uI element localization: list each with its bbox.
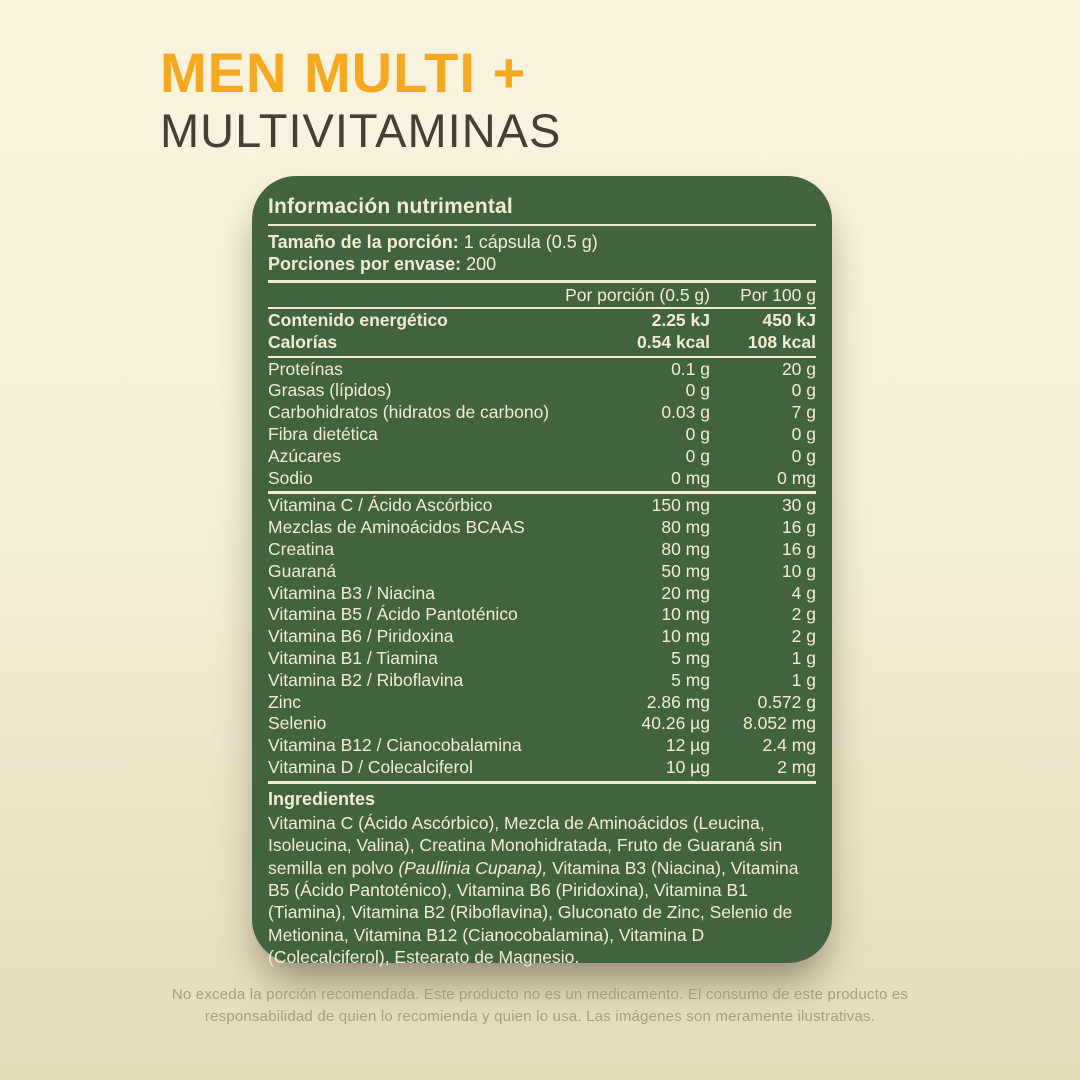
table-row [268,402,816,424]
nutrient-per-portion: 0 g [685,380,710,401]
nutrient-per-100g: 2 g [791,604,816,625]
nutrient-per-100g: 2 mg [777,756,816,777]
energy-section [268,309,816,356]
nutrient-per-portion: 0 g [685,445,710,466]
nutrient-name: Vitamina B6 / Piridoxina [268,626,454,647]
nutrient-name: Creatina [268,538,335,559]
serving-size-row [268,231,816,253]
table-row [268,561,816,583]
nutrient-name: Proteínas [268,358,343,379]
nutrient-per-100g: 0 g [791,380,816,401]
nutrient-per-100g: 0 mg [777,467,816,488]
nutrient-name: Calorías [268,331,338,352]
serving-size-label: Tamaño de la porción: [268,232,459,252]
nutrient-per-portion: 50 mg [661,560,710,581]
nutrient-per-portion: 0.03 g [661,402,710,423]
table-row [268,583,816,605]
nutrient-name: Selenio [268,713,327,734]
table-row [268,495,816,517]
nutrient-name: Vitamina B5 / Ácido Pantoténico [268,604,518,625]
servings-value: 200 [461,254,497,274]
nutrient-name: Fibra dietética [268,423,378,444]
nutrient-per-portion: 80 mg [661,538,710,559]
table-row [268,517,816,539]
ingredients-latin-name: (Paullinia Cupana), [398,857,548,878]
page-subtitle: MULTIVITAMINAS [160,104,562,157]
table-row [268,359,816,381]
nutrient-per-100g: 30 g [781,495,816,516]
nutrient-per-100g: 4 g [791,582,816,603]
table-row [268,539,816,561]
column-header-row [268,283,816,307]
table-row [268,670,816,692]
table-row [268,626,816,648]
nutrient-name: Sodio [268,467,313,488]
table-row [268,648,816,670]
table-row [268,692,816,714]
nutrient-per-100g: 16 g [781,517,816,538]
nutrient-name: Contenido energético [268,310,448,330]
table-row [268,310,816,332]
micronutrients-section [268,494,816,780]
nutrient-per-portion: 0 mg [671,467,710,488]
nutrient-per-portion: 2.25 kJ [651,310,710,330]
nutrient-name: Vitamina B2 / Riboflavina [268,669,464,690]
ingredients-text [268,812,816,969]
nutrient-per-portion: 150 mg [651,495,710,516]
nutrient-per-portion: 20 mg [661,582,710,603]
nutrition-facts-panel [252,176,832,968]
nutrient-per-portion: 40.26 µg [641,713,710,734]
nutrient-per-portion: 10 µg [665,756,710,777]
nutrient-per-100g: 2 g [791,626,816,647]
nutrient-name: Carbohidratos (hidratos de carbono) [268,402,550,423]
nutrient-per-portion: 5 mg [671,669,710,690]
table-row [268,332,816,354]
serving-size-value: 1 cápsula (0.5 g) [458,232,598,252]
nutrient-name: Vitamina D / Colecalciferol [268,756,473,777]
nutrient-per-100g: 8.052 mg [743,713,816,734]
page-title: MEN MULTI + [160,41,527,104]
nutrient-name: Vitamina B3 / Niacina [268,582,435,603]
nutrient-per-portion: 10 mg [661,604,710,625]
nutrient-per-portion: 0.1 g [671,358,710,379]
serving-info [268,231,816,275]
column-header-100g: Por 100 g [740,285,816,305]
nutrient-name: Vitamina C / Ácido Ascórbico [268,495,493,516]
nutrient-per-100g: 450 kJ [762,310,816,330]
nutrient-per-100g: 1 g [791,647,816,668]
nutrient-per-portion: 10 mg [661,626,710,647]
table-row [268,468,816,490]
disclaimer-text: No exceda la porción recomendada. Este producto no es un medicamento. El consumo de este producto es responsabilidad de quien lo recomienda y quien lo usa. Las imágenes son meramente ilustrativas. [171,986,909,1025]
macronutrients-section [268,358,816,492]
ingredients-part1: Vitamina C (Ácido Ascórbico), Mezcla de Aminoácidos (Leucina, Isoleucina, Valina), Creatina Monohidratada, Fruto de Guaraná sin semilla en polvo [268,812,783,878]
nutrient-per-100g: 10 g [781,560,816,581]
nutrient-per-portion: 0.54 kcal [637,331,710,352]
servings-label: Porciones por envase: [268,254,462,274]
nutrient-per-100g: 0.572 g [757,691,816,712]
nutrient-name: Azúcares [268,445,341,466]
nutrient-per-100g: 20 g [781,358,816,379]
divider [268,781,816,784]
table-row [268,757,816,779]
nutrient-per-100g: 108 kcal [747,331,816,352]
nutrient-per-portion: 0 g [685,423,710,444]
nutrient-name: Mezclas de Aminoácidos BCAAS [268,517,525,538]
nutrition-panel-title: Información nutrimental [268,195,513,218]
nutrient-per-portion: 80 mg [661,517,710,538]
nutrient-name: Guaraná [268,560,337,581]
column-header-portion: Por porción (0.5 g) [565,285,710,305]
nutrient-per-portion: 5 mg [671,647,710,668]
servings-per-container-row [268,253,816,275]
nutrient-per-100g: 0 g [791,423,816,444]
nutrient-per-100g: 1 g [791,669,816,690]
table-row [268,380,816,402]
nutrient-per-portion: 2.86 mg [646,691,710,712]
nutrient-per-100g: 2.4 mg [762,735,816,756]
nutrient-name: Vitamina B12 / Cianocobalamina [268,735,522,756]
ingredients-part2: Vitamina B3 (Niacina), Vitamina B5 (Ácido Pantoténico), Vitamina B6 (Piridoxina), Vitamina B1 (Tiamina), Vitamina B2 (Riboflavina), Gluconato de Zinc, Selenio de Metionina, Vitamina B12 (Cianocobalamina), Vitamina D (Colecalciferol), Estearato de Magnesio. [268,857,799,968]
table-row [268,735,816,757]
nutrient-name: Zinc [268,691,302,712]
nutrient-name: Grasas (lípidos) [268,380,392,401]
nutrient-per-portion: 12 µg [665,735,710,756]
table-row [268,713,816,735]
nutrient-name: Vitamina B1 / Tiamina [268,647,438,668]
table-row [268,604,816,626]
nutrient-per-100g: 16 g [781,538,816,559]
ingredients-title: Ingredientes [268,788,376,809]
table-row [268,424,816,446]
nutrient-per-100g: 7 g [791,402,816,423]
table-row [268,446,816,468]
divider [268,224,816,226]
nutrient-per-100g: 0 g [791,445,816,466]
